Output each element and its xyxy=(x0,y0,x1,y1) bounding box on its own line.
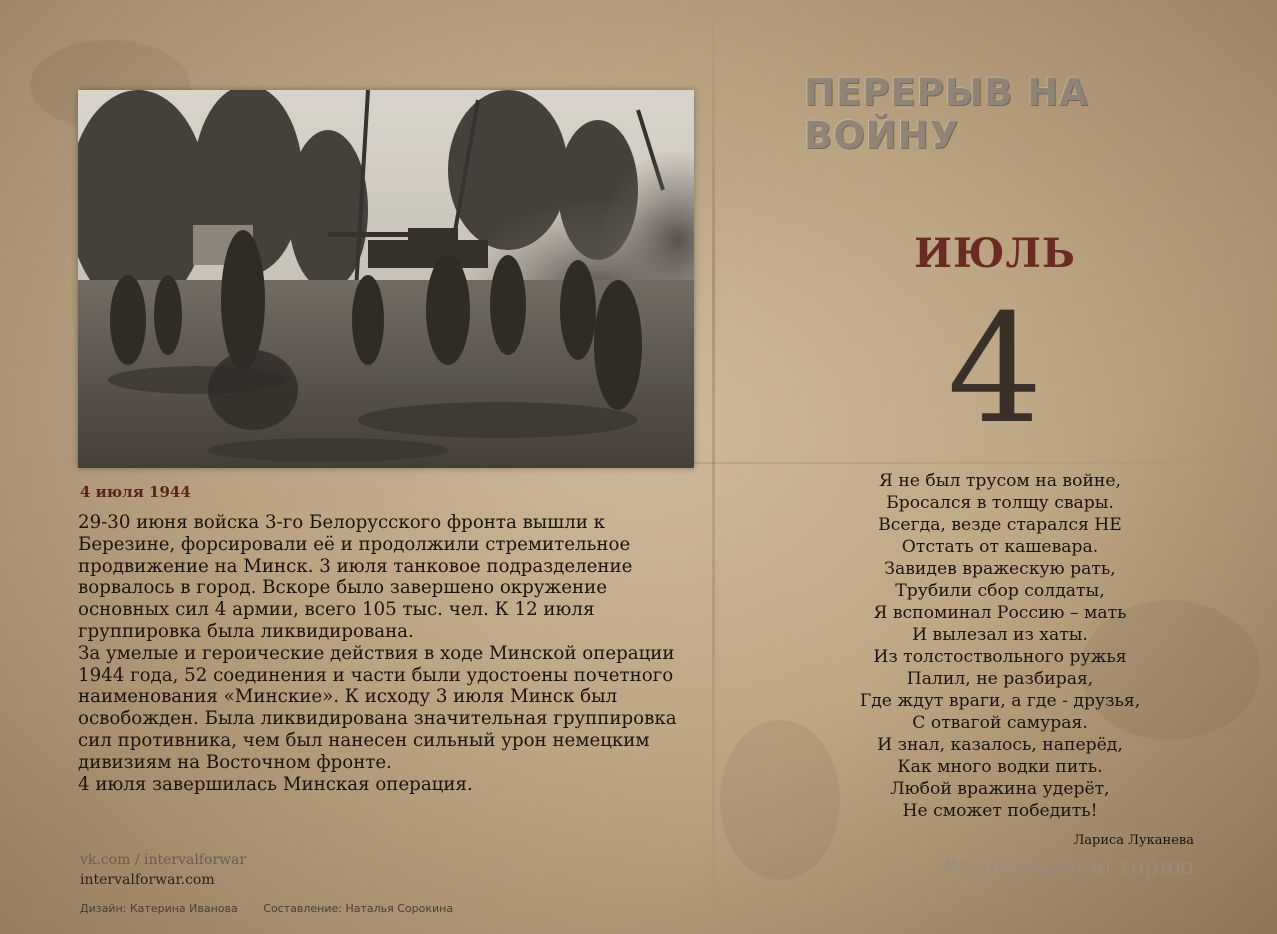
vk-link[interactable]: vk.com / intervalforwar xyxy=(80,852,247,868)
links xyxy=(80,850,246,890)
poem-author: Лариса Луканева xyxy=(1073,833,1194,848)
poem-line: Всегда, везде старался НЕ xyxy=(878,515,1122,535)
battle-photo xyxy=(78,90,694,468)
history-paragraph: 4 июля завершилась Минская операция. xyxy=(78,773,473,795)
design-credit: Дизайн: Катерина Иванова xyxy=(80,902,238,915)
history-paragraph: За умелые и героические действия в ходе Минской операции 1944 года, 52 соединения и части были удостоены почетного наименования «Минские». К исходу 3 июля Минск был освобожден. Была ликвидирована значительная группировка сил противника, чем был нанесен сильный урон немецким дивизиям на Восточном фронте. xyxy=(78,642,677,773)
hashtag[interactable]: #перерывнаисторию xyxy=(940,855,1194,880)
poem-line: Я не был трусом на войне, xyxy=(878,471,1121,491)
calendar-day: 4 xyxy=(947,283,1043,457)
poem-line: Завидев вражескую рать, xyxy=(884,559,1116,579)
paper-crease-vertical xyxy=(712,0,715,934)
poem-line: Где ждут враги, а где - друзья, xyxy=(859,691,1141,711)
credits xyxy=(80,902,475,915)
stamp-title: ПЕРЕРЫВ НА ВОЙНУ xyxy=(804,71,1089,157)
history-paragraph: 29-30 июня войска 3-го Белорусского фронта вышли к Березине, форсировали её и продолжили стремительное продвижение на Минск. 3 июля танковое подразделение ворвалось в город. Вскоре было завершено окружение основных сил 4 армии, всего 105 тыс. чел. К 12 июля группировка была ликвидирована. xyxy=(78,512,633,642)
poem-line: Не сможет победить! xyxy=(902,801,1098,821)
poem-line: Палил, не разбирая, xyxy=(906,669,1094,689)
poem-line: И вылезал из хаты. xyxy=(912,625,1088,645)
history-text xyxy=(78,512,698,795)
site-link[interactable]: intervalforwar.com xyxy=(80,872,215,888)
poem-line: С отвагой самурая. xyxy=(912,713,1088,733)
battle-photo-icon xyxy=(78,90,694,468)
poem xyxy=(800,470,1200,822)
poem-line: Из толстоствольного ружья xyxy=(873,647,1127,667)
poem-line: Я вспоминал Россию – мать xyxy=(873,603,1127,623)
poem-line: Как много водки пить. xyxy=(897,757,1103,777)
poem-line: Отстать от кашевара. xyxy=(901,537,1099,557)
poem-line: Трубили сбор солдаты, xyxy=(895,581,1105,601)
calendar-month: ИЮЛЬ xyxy=(914,230,1076,277)
poem-line: Бросался в толщу свары. xyxy=(886,493,1114,513)
date-caption: 4 июля 1944 xyxy=(80,483,191,501)
compilation-credit: Составление: Наталья Сорокина xyxy=(263,902,454,915)
poem-line: Любой вражина удерёт, xyxy=(890,779,1110,799)
poem-line: И знал, казалось, наперёд, xyxy=(877,735,1123,755)
